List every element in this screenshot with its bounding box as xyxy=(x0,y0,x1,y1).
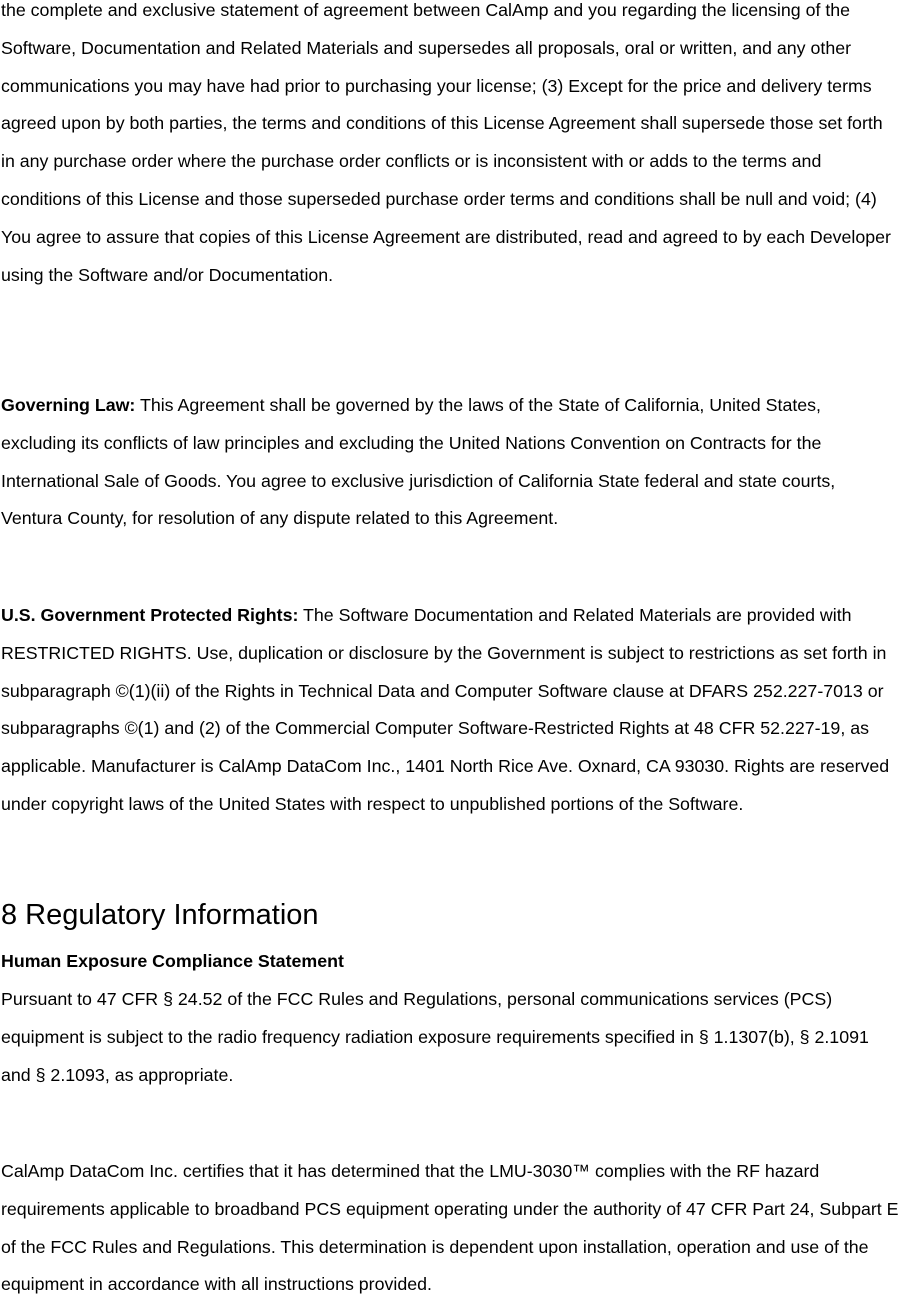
governing-law-text: This Agreement shall be governed by the laws of the State of California, United States, excluding its conflicts of law principles and excluding the United Nations Convention on Contracts for the International Sale of Goods. You agree to exclusive jurisdiction of California State federal and state courts, Ventura County, for resolution of any dispute related to this Agreement. xyxy=(1,395,836,529)
government-rights-text: The Software Documentation and Related Materials are provided with RESTRICTED RIGHTS. Use, duplication or disclosure by the Government is subject to restrictions as set forth in subparagraph ©(1)(ii) of the Rights in Technical Data and Computer Software clause at DFARS 252.227-7013 or subparagraphs ©(1) and (2) of the Commercial Computer Software-Restricted Rights at 48 CFR 52.227-19, as applicable. Manufacturer is CalAmp DataCom Inc., 1401 North Rice Ave. Oxnard, CA 93030. Rights are reserved under copyright laws of the United States with respect to unpublished portions of the Software. xyxy=(1,605,890,814)
government-rights-paragraph xyxy=(1,597,899,824)
section-heading: 8 Regulatory Information xyxy=(1,899,319,931)
governing-law-label: Governing Law: xyxy=(1,395,136,415)
pcs-exposure-paragraph: Pursuant to 47 CFR § 24.52 of the FCC Rules and Regulations, personal communications services (PCS) equipment is subject to the radio frequency radiation exposure requirements specified in § 1.1307(b), § 2.1091 and § 2.1093, as appropriate. xyxy=(1,989,869,1085)
intro-paragraph: the complete and exclusive statement of agreement between CalAmp and you regarding the licensing of the Software, Documentation and Related Materials and supersedes all proposals, oral or written, and any other communications you may have had prior to purchasing your license; (3) Except for the price and delivery terms agreed upon by both parties, the terms and conditions of this License Agreement shall supersede those set forth in any purchase order where the purchase order conflicts or is inconsistent with or adds to the terms and conditions of this License and those superseded purchase order terms and conditions shall be null and void; (4) You agree to assure that copies of this License Agreement are distributed, read and agreed to by each Developer using the Software and/or Documentation. xyxy=(1,0,891,285)
governing-law-paragraph xyxy=(1,387,899,538)
subheading: Human Exposure Compliance Statement xyxy=(1,951,344,971)
government-rights-label: U.S. Government Protected Rights: xyxy=(1,605,299,625)
calamp-certification-paragraph: CalAmp DataCom Inc. certifies that it has determined that the LMU-3030™ complies with the RF hazard requirements applicable to broadband PCS equipment operating under the authority of 47 CFR Part 24, Subpart E of the FCC Rules and Regulations. This determination is dependent upon installation, operation and use of the equipment in accordance with all instructions provided. xyxy=(1,1161,899,1295)
